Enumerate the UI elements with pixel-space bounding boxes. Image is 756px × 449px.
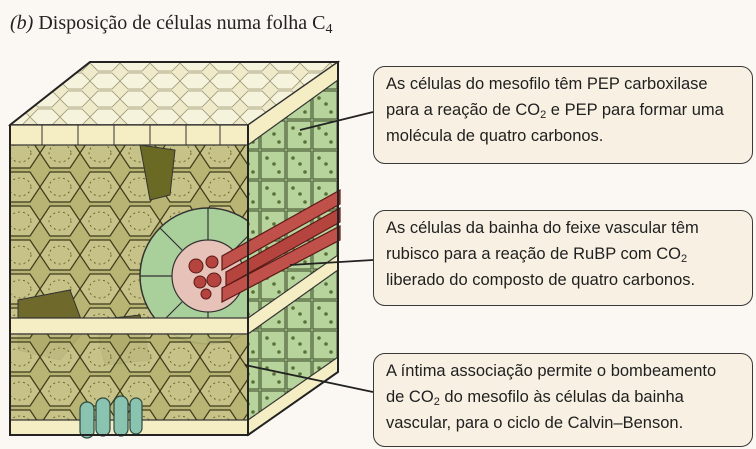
callout-association	[373, 353, 753, 447]
callout-1-line-3: molécula de quatro carbonos.	[386, 127, 604, 145]
callout-1-line-2: para a reação de CO	[386, 101, 541, 119]
callout-3-line-1: A íntima associação permite o bombeamento	[386, 362, 717, 380]
figure-title-subscript: 4	[325, 22, 333, 37]
upper-epidermis-strip	[10, 125, 248, 145]
callout-mesophyll	[373, 66, 753, 164]
co2-subscript: 2	[433, 396, 440, 408]
callout-1-line-1: As células do mesofilo têm PEP carboxilase	[386, 75, 708, 93]
callout-bundle-sheath	[373, 210, 753, 306]
figure-part-label: (b)	[10, 12, 34, 34]
lower-epidermis-strip	[10, 318, 248, 334]
callout-3-line-2: de CO	[386, 388, 434, 406]
callout-1-line-2-rest: e PEP para formar uma	[546, 101, 724, 119]
co2-subscript: 2	[540, 109, 547, 121]
co2-subscript: 2	[681, 253, 688, 265]
callout-2-line-2: rubisco para a reação de RuBP com CO	[386, 245, 682, 263]
callout-2-line-3: liberado do composto de quatro carbonos.	[386, 271, 696, 289]
figure-title-text: Disposição de células numa folha C	[38, 12, 326, 34]
callout-2-line-1: As células da bainha do feixe vascular têm	[386, 219, 699, 237]
callout-3-line-3: vascular, para o ciclo de Calvin–Benson.	[386, 414, 684, 432]
callout-3-line-2-rest: do mesofilo às células da bainha	[439, 388, 684, 406]
